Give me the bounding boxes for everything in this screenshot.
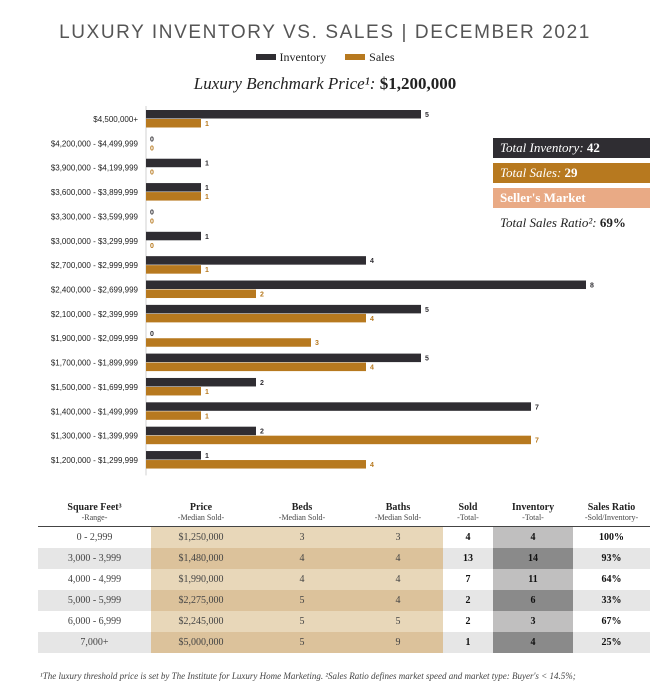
category-label: $1,200,000 - $1,299,999	[50, 456, 138, 466]
data-label-inventory: 2	[260, 428, 264, 436]
cell-ratio: 33%	[573, 590, 650, 611]
cell-beds: 5	[251, 611, 353, 632]
category-label: $3,000,000 - $3,299,999	[50, 236, 138, 246]
data-label-inventory: 0	[150, 331, 154, 339]
table-row	[38, 548, 650, 569]
cell-sold: 7	[465, 573, 471, 585]
sales-ratio-value: 69%	[599, 215, 626, 230]
bar-inventory	[146, 378, 256, 387]
data-label-inventory: 2	[260, 379, 264, 387]
cell-beds: 3	[251, 527, 353, 548]
data-label-inventory: 1	[205, 185, 209, 193]
data-label-inventory: 5	[425, 355, 429, 363]
category-label: $4,500,000+	[93, 115, 138, 124]
bar-sales	[146, 363, 366, 372]
data-label-sales: 4	[370, 364, 374, 372]
bar-inventory	[146, 232, 201, 241]
subheader-inventory: -Total-	[522, 513, 544, 522]
bar-inventory	[146, 451, 201, 460]
cell-ratio: 93%	[573, 548, 650, 569]
cell-price: $2,275,000	[151, 590, 251, 611]
header-sales-ratio: Sales Ratio	[587, 502, 636, 513]
subheader-range: -Range-	[81, 513, 108, 522]
cell-beds: 5	[251, 590, 353, 611]
cell-baths: 4	[353, 590, 443, 611]
category-label: $1,500,000 - $1,699,999	[50, 382, 138, 392]
benchmark-label: Luxury Benchmark Price¹:	[193, 74, 376, 93]
legend-swatch-inventory	[256, 54, 276, 60]
table-row	[38, 632, 650, 653]
cell-inventory: 4	[493, 632, 573, 653]
cell-range: 5,000 - 5,999	[38, 590, 151, 611]
bar-sales	[146, 338, 311, 347]
data-label-inventory: 1	[205, 160, 209, 168]
cell-sold: 2	[443, 590, 493, 611]
data-label-sales: 4	[370, 462, 374, 470]
data-label-sales: 0	[150, 218, 154, 226]
cell-range: 6,000 - 6,999	[67, 615, 122, 627]
bar-sales	[146, 436, 531, 445]
cell-baths: 5	[353, 611, 443, 632]
data-label-inventory: 7	[535, 404, 539, 412]
cell-inventory: 6	[493, 590, 573, 611]
header-beds: Beds	[291, 502, 313, 513]
benchmark-price	[0, 74, 650, 94]
category-label: $3,600,000 - $3,899,999	[50, 188, 138, 198]
cell-beds: 4	[251, 548, 353, 569]
cell-range: 7,000+	[38, 632, 151, 653]
data-label-sales: 0	[150, 169, 154, 177]
cell-range: 3,000 - 3,999	[38, 548, 151, 569]
cell-beds: 4	[251, 569, 353, 590]
chart-title: LUXURY INVENTORY VS. SALES | DECEMBER 2021	[59, 22, 591, 43]
cell-range: 4,000 - 4,999	[67, 573, 122, 585]
bar-sales	[146, 411, 201, 420]
cell-baths: 3	[353, 527, 443, 548]
bar-sales	[146, 290, 256, 299]
data-label-sales: 1	[205, 267, 209, 275]
sales-ratio-box	[493, 213, 650, 233]
chart-legend	[0, 50, 650, 65]
total-inventory-box	[493, 138, 650, 158]
header-sold: Sold	[458, 502, 478, 513]
subheader-sold: -Total-	[457, 513, 479, 522]
table-row	[38, 569, 650, 590]
legend-item-inventory	[256, 50, 327, 65]
data-label-inventory: 8	[590, 282, 594, 290]
category-label: $1,400,000 - $1,499,999	[50, 407, 138, 417]
data-label-sales: 7	[535, 437, 539, 445]
data-label-sales: 0	[150, 242, 154, 250]
total-sales-value: 29	[564, 165, 578, 180]
bar-inventory	[146, 354, 421, 363]
footnote: ¹The luxury threshold price is set by The Institute for Luxury Home Marketing. ²Sales Ratio defines market speed and market type: Buyer's < 14.5%;	[40, 671, 576, 681]
bar-sales	[146, 314, 366, 323]
data-label-inventory: 1	[205, 233, 209, 241]
legend-item-sales	[345, 50, 394, 65]
cell-inventory: 3	[493, 611, 573, 632]
subheader-price: -Median Sold-	[177, 513, 225, 522]
cell-price: $1,250,000	[151, 527, 251, 548]
total-sales-label: Total Sales:	[500, 165, 562, 180]
cell-inventory: 14	[493, 548, 573, 569]
category-label: $1,700,000 - $1,899,999	[50, 358, 138, 368]
cell-ratio: 25%	[573, 632, 650, 653]
subheader-ratio: -Sold/Inventory-	[584, 513, 639, 522]
cell-ratio: 100%	[599, 531, 624, 543]
cell-baths: 9	[353, 632, 443, 653]
benchmark-value: $1,200,000	[379, 74, 457, 93]
data-label-sales: 3	[315, 340, 319, 348]
bar-inventory	[146, 183, 201, 192]
data-label-inventory: 0	[150, 209, 154, 217]
cell-price: $2,245,000	[151, 611, 251, 632]
bar-inventory	[146, 281, 586, 290]
legend-label-sales: Sales	[369, 50, 395, 64]
cell-price: $1,480,000	[151, 548, 251, 569]
cell-inventory: 4	[493, 527, 573, 548]
category-label: $2,700,000 - $2,999,999	[50, 261, 138, 271]
subheader-beds: -Median Sold-	[278, 513, 326, 522]
data-label-sales: 1	[205, 194, 209, 202]
cell-baths: 4	[353, 569, 443, 590]
table-header-row	[38, 500, 650, 513]
header-square-feet: Square Feet³	[67, 502, 122, 513]
data-label-inventory: 1	[205, 453, 209, 461]
data-label-sales: 2	[260, 291, 264, 299]
data-label-inventory: 5	[425, 112, 429, 119]
cell-sold: 13	[443, 548, 493, 569]
bar-inventory	[146, 305, 421, 314]
subheader-baths: -Median Sold-	[374, 513, 422, 522]
bar-inventory	[146, 110, 421, 119]
cell-beds: 5	[251, 632, 353, 653]
market-type-badge: Seller's Market	[493, 188, 650, 208]
cell-inventory: 11	[493, 569, 573, 590]
cell-price: $1,990,000	[151, 569, 251, 590]
cell-range: 0 - 2,999	[76, 531, 113, 543]
header-inventory: Inventory	[511, 502, 555, 513]
bar-sales	[146, 265, 201, 274]
cell-sold: 2	[465, 615, 471, 627]
cell-sold: 4	[465, 531, 471, 543]
bar-sales	[146, 119, 201, 128]
category-label: $2,400,000 - $2,699,999	[50, 285, 138, 295]
data-label-sales: 1	[205, 121, 209, 128]
category-label: $2,100,000 - $2,399,999	[50, 309, 138, 319]
bar-inventory	[146, 427, 256, 436]
cell-price: $5,000,000	[151, 632, 251, 653]
legend-swatch-sales	[345, 54, 365, 60]
data-label-sales: 1	[205, 388, 209, 396]
table-row	[38, 611, 650, 632]
bar-inventory	[146, 159, 201, 168]
data-label-inventory: 0	[150, 136, 154, 144]
total-sales-box	[493, 163, 650, 183]
data-label-sales: 4	[370, 315, 374, 323]
summary-table	[38, 500, 650, 653]
sales-ratio-label: Total Sales Ratio²:	[500, 215, 597, 230]
table-row	[38, 527, 650, 548]
cell-ratio: 67%	[601, 615, 622, 627]
category-label: $1,900,000 - $2,099,999	[50, 334, 138, 344]
header-baths: Baths	[385, 502, 411, 513]
bar-sales	[146, 387, 201, 396]
data-label-sales: 1	[205, 413, 209, 421]
bar-sales	[146, 192, 201, 201]
cell-ratio: 64%	[601, 573, 622, 585]
header-price: Price	[189, 502, 213, 513]
cell-sold: 1	[443, 632, 493, 653]
table-subheader-row	[38, 513, 650, 527]
stats-panel	[493, 138, 650, 238]
category-label: $3,300,000 - $3,599,999	[50, 212, 138, 222]
total-inventory-value: 42	[586, 140, 600, 155]
category-label: $1,300,000 - $1,399,999	[50, 431, 138, 441]
bar-inventory	[146, 402, 531, 411]
data-label-inventory: 4	[370, 258, 374, 266]
legend-label-inventory: Inventory	[279, 50, 327, 64]
cell-baths: 4	[353, 548, 443, 569]
bar-inventory	[146, 256, 366, 265]
data-label-inventory: 5	[425, 306, 429, 314]
category-label: $4,200,000 - $4,499,999	[50, 139, 138, 149]
total-inventory-label: Total Inventory:	[500, 140, 584, 155]
category-label: $3,900,000 - $4,199,999	[50, 163, 138, 173]
data-label-sales: 0	[150, 145, 154, 153]
bar-sales	[146, 460, 366, 469]
table-row	[38, 590, 650, 611]
